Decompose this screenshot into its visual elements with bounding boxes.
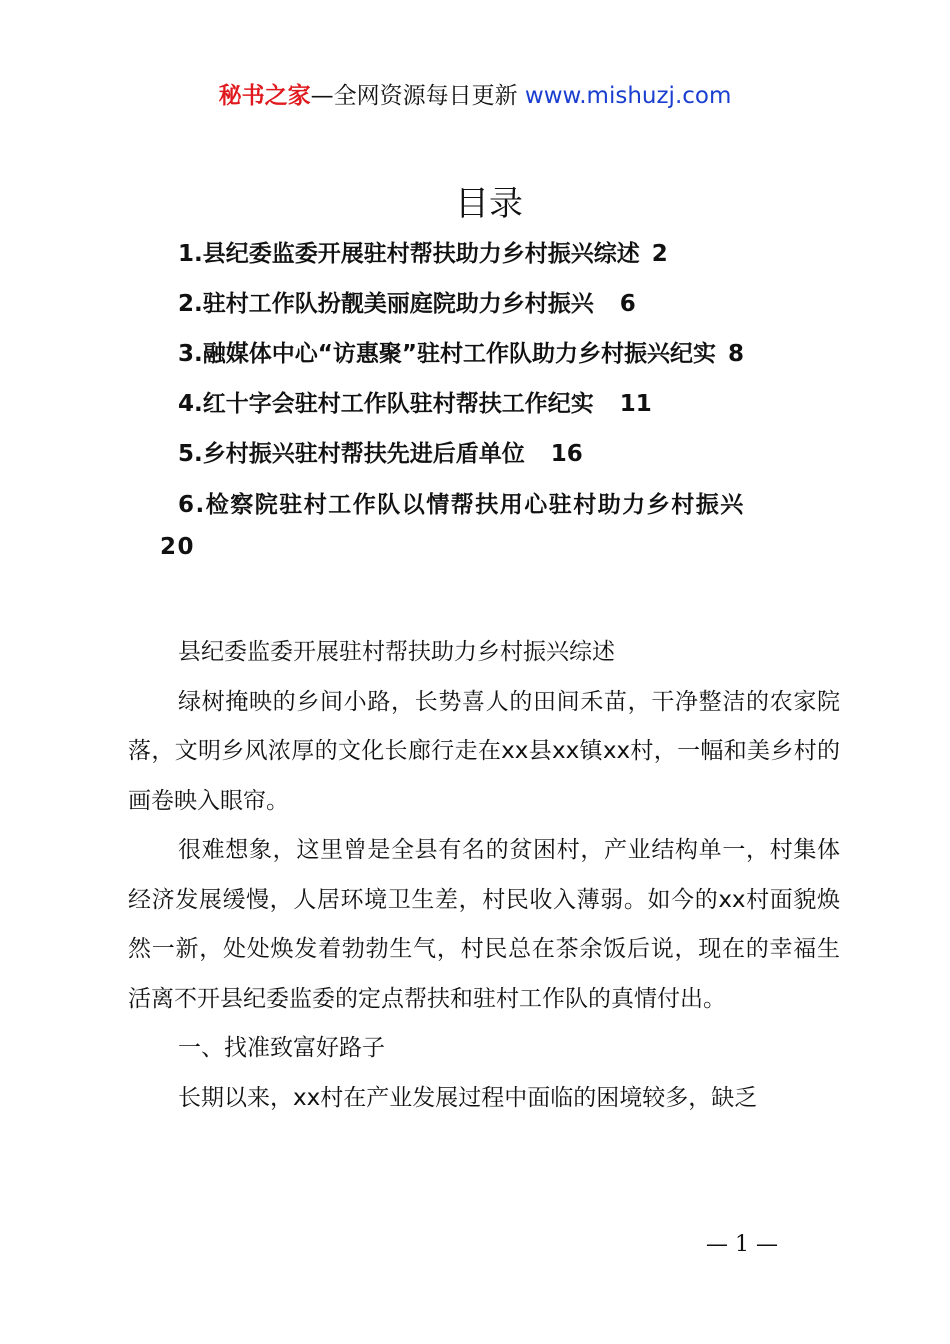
article-paragraph: 绿树掩映的乡间小路，长势喜人的田间禾苗，干净整洁的农家院落，文明乡风浓厚的文化长廊行走在xx县xx镇xx村，一幅和美乡村的画卷映入眼帘。 — [128, 688, 840, 814]
article-title: 县纪委监委开展驻村帮扶助力乡村振兴综述 — [178, 639, 615, 665]
table-of-contents — [160, 234, 858, 568]
toc-item[interactable] — [178, 434, 858, 484]
page-number: — 1 — — [706, 1232, 778, 1257]
article-paragraph: 长期以来，xx村在产业发展过程中面临的困境较多，缺乏 — [178, 1084, 758, 1111]
toc-item-label: 4.红十字会驻村工作队驻村帮扶工作纪实 — [178, 391, 594, 417]
toc-item[interactable] — [178, 384, 858, 434]
toc-item-page: 11 — [619, 391, 652, 417]
site-slogan: —全网资源每日更新 — [310, 83, 525, 109]
toc-item-label: 1.县纪委监委开展驻村帮扶助力乡村振兴综述 — [178, 241, 640, 267]
toc-item[interactable] — [178, 284, 858, 334]
toc-item-label: 6.检察院驻村工作队以情帮扶用心驻村助力乡村振兴 — [178, 492, 745, 518]
article-body — [128, 628, 840, 1123]
article-paragraph: 很难想象，这里曾是全县有名的贫困村，产业结构单一，村集体经济发展缓慢，人居环境卫生差，村民收入薄弱。如今的xx村面貌焕然一新，处处焕发着勃勃生气，村民总在茶余饭后说，现在的幸福生活离不开县纪委监委的定点帮扶和驻村工作队的真情付出。 — [128, 837, 840, 1012]
site-header — [0, 80, 950, 112]
site-name: 秘书之家 — [218, 83, 311, 109]
section-heading: 一、找准致富好路子 — [178, 1035, 385, 1061]
toc-item-label: 2.驻村工作队扮靓美丽庭院助力乡村振兴 — [178, 291, 594, 317]
toc-title: 目录 — [455, 184, 523, 224]
toc-item-label: 3.融媒体中心“访惠聚”驻村工作队助力乡村振兴纪实 — [178, 341, 716, 367]
toc-item[interactable] — [178, 334, 858, 384]
toc-item[interactable] — [178, 234, 858, 284]
toc-item-page: 2 — [651, 241, 668, 267]
site-url-link[interactable]: www.mishuzj.com — [524, 83, 732, 109]
toc-item[interactable] — [160, 484, 858, 568]
toc-item-page: 6 — [619, 291, 636, 317]
toc-item-page: 16 — [550, 441, 583, 467]
toc-item-label: 5.乡村振兴驻村帮扶先进后盾单位 — [178, 441, 525, 467]
toc-item-page: 20 — [160, 534, 196, 560]
toc-item-page: 8 — [727, 341, 744, 367]
